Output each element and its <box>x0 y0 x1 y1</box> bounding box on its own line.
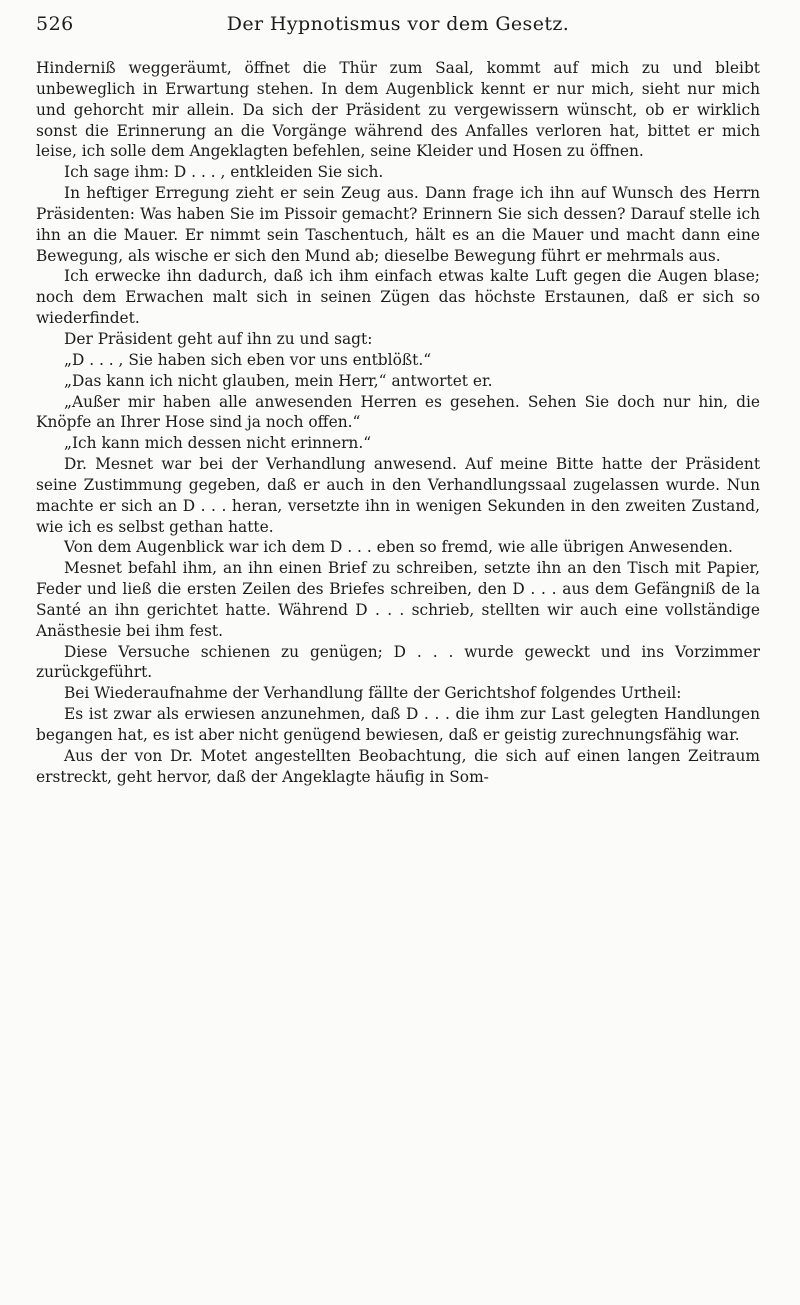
quote-defendant-1: „Das kann ich nicht glauben, mein Herr,“ antwortet er. <box>64 371 493 390</box>
paragraph-awakening: Ich erwecke ihn dadurch, daß ich ihm einfach etwas kalte Luft gegen die Augen blase; noch dem Erwachen malt sich in seinen Zügen das höchste Erstaunen, daß er sich so wiederfindet. <box>36 267 760 328</box>
paragraph-command: Ich sage ihm: D . . . , entkleiden Sie sich. <box>64 163 384 182</box>
paragraph-mesnet-present: Dr. Mesnet war bei der Verhandlung anwesend. Auf meine Bitte hatte der Präsident seine Zustimmung gegeben, daß er auch in den Verhandlungssaal zugelassen wurde. Nun machte er sich an D . . . heran, versetzte ihn in wenigen Sekunden in den zweiten Zustand, wie ich es selbst gethan hatte. <box>36 455 760 536</box>
paragraph-letter: Mesnet befahl ihm, an ihn einen Brief zu schreiben, setzte ihn an den Tisch mit Papier, Feder und ließ die ersten Zeilen des Briefes schreiben, den D . . . aus dem Gefängniß de la Santé an ihn gerichtet hatte. Während D . . . schrieb, stellten wir auch eine vollständige Anästhesie bei ihm fest. <box>36 559 760 640</box>
paragraph-undressing: In heftiger Erregung zieht er sein Zeug aus. Dann frage ich ihn auf Wunsch des Herrn Präsidenten: Was haben Sie im Pissoir gemacht? Erinnern Sie sich dessen? Darauf stelle ich ihn an die Mauer. Er nimmt sein Taschentuch, hält es an die Mauer und macht dann eine Bewegung, als wische er sich den Mund ab; dieselbe Bewegung führt er mehrmals aus. <box>36 184 760 265</box>
paragraph-motet-observation: Aus der von Dr. Motet angestellten Beobachtung, die sich auf einen langen Zeitraum erstreckt, geht hervor, daß der Angeklagte häufig in Som- <box>36 746 760 786</box>
paragraph-stranger: Von dem Augenblick war ich dem D . . . eben so fremd, wie alle übrigen Anwesenden. <box>64 538 733 557</box>
quote-president-2: „Außer mir haben alle anwesenden Herren es gesehen. Sehen Sie doch nur hin, die Knöpfe an Ihrer Hose sind ja noch offen.“ <box>36 392 760 432</box>
page-body <box>36 58 760 788</box>
paragraph-verdict-intro: Bei Wiederaufnahme der Verhandlung fällte der Gerichtshof folgendes Urtheil: <box>64 684 682 703</box>
paragraph-continuation: Hinderniß weggeräumt, öffnet die Thür zum Saal, kommt auf mich zu und bleibt unbeweglich in Erwartung stehen. In dem Augenblick kennt er nur mich, sieht nur mich und gehorcht mir allein. Da sich der Präsident zu vergewissern wünscht, ob er wirklich sonst die Erinnerung an die Vorgänge während des Anfalles verloren hat, bittet er mich leise, ich solle dem Angeklagten befehlen, seine Kleider und Hosen zu öffnen. <box>36 59 760 161</box>
paragraph-president-approach: Der Präsident geht auf ihn zu und sagt: <box>64 329 373 348</box>
page-number: 526 <box>36 13 74 35</box>
running-title: Der Hypnotismus vor dem Gesetz. <box>226 13 570 35</box>
paragraph-experiments: Diese Versuche schienen zu genügen; D . . . wurde geweckt und ins Vorzimmer zurückgeführt. <box>36 642 760 682</box>
quote-defendant-2: „Ich kann mich dessen nicht erinnern.“ <box>64 434 372 453</box>
quote-president-1: „D . . . , Sie haben sich eben vor uns entblößt.“ <box>64 350 432 369</box>
running-head <box>36 13 760 39</box>
paragraph-verdict: Es ist zwar als erwiesen anzunehmen, daß D . . . die ihm zur Last gelegten Handlungen begangen hat, es ist aber nicht genügend bewiesen, daß er geistig zurechnungsfähig war. <box>36 705 760 744</box>
